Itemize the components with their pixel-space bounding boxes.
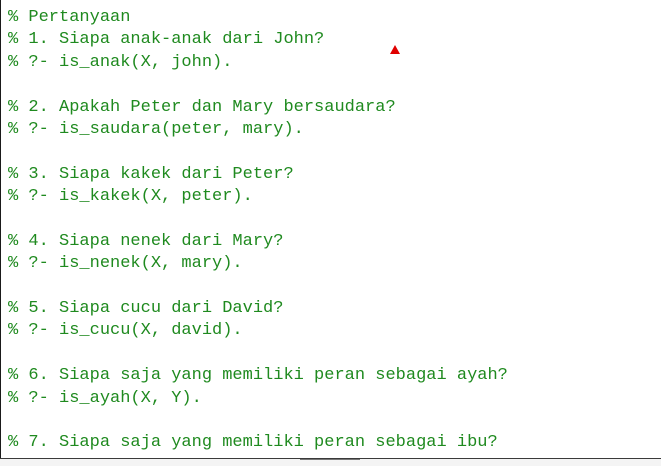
code-line: % ?- is_saudara(peter, mary). — [8, 119, 304, 139]
code-line: % ?- is_nenek(X, mary). — [8, 254, 243, 274]
code-line: % 5. Siapa cucu dari David? — [8, 299, 284, 319]
code-line — [8, 343, 508, 365]
code-text-area[interactable] — [8, 7, 508, 455]
code-line — [8, 209, 508, 231]
code-line: % ?- is_ayah(X, Y). — [8, 388, 202, 408]
code-line: % Pertanyaan — [8, 8, 131, 27]
code-line: % 1. Siapa anak-anak dari John? — [8, 30, 325, 50]
mouse-cursor-icon — [390, 45, 400, 54]
code-line — [8, 276, 508, 298]
scrollbar-thumb[interactable] — [300, 459, 360, 460]
code-line — [8, 74, 508, 96]
code-line: % ?- is_kakek(X, peter). — [8, 187, 253, 207]
code-line — [8, 141, 508, 163]
editor-left-border — [0, 0, 1, 466]
code-line: % 2. Apakah Peter dan Mary bersaudara? — [8, 97, 396, 117]
code-line: % ?- is_cucu(X, david). — [8, 321, 243, 341]
code-line: % 6. Siapa saja yang memiliki peran sebagai ayah? — [8, 366, 508, 386]
code-line: % 4. Siapa nenek dari Mary? — [8, 231, 284, 251]
code-line: % ?- is_anak(X, john). — [8, 52, 233, 72]
code-line: % 7. Siapa saja yang memiliki peran sebagai ibu? — [8, 433, 498, 453]
code-line: % 3. Siapa kakek dari Peter? — [8, 164, 294, 184]
code-line — [8, 410, 508, 432]
horizontal-scrollbar[interactable] — [0, 458, 661, 466]
